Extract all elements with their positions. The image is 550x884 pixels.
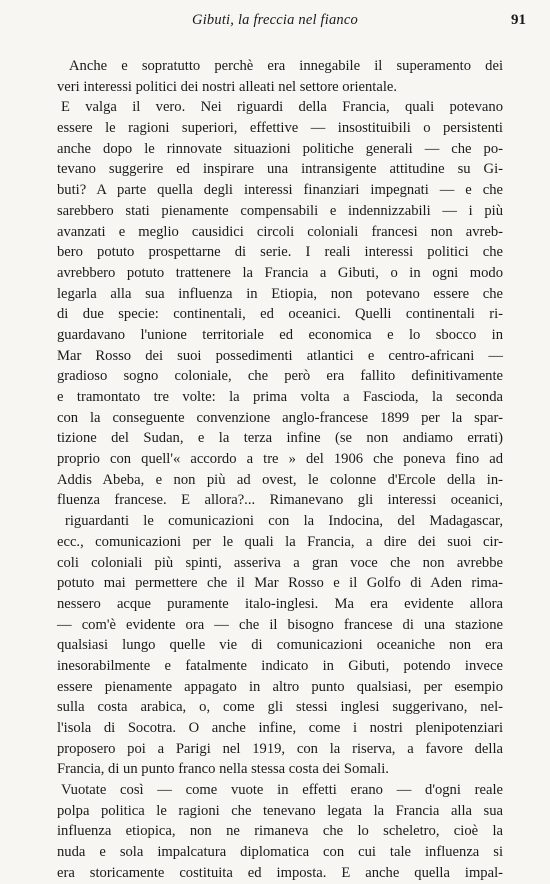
- text-line: veri interessi politici dei nostri alleati nel settore orientale.: [57, 78, 398, 95]
- text-line: riguardanti le comunicazioni con la Indocina, del Madagascar,: [65, 513, 503, 530]
- text-line: tizione del Sudan, e la terza infine (se non andiamo errati): [57, 430, 503, 447]
- text-line: nessero acque puramente italo-inglesi. Ma era evidente allora: [57, 595, 503, 612]
- text-line: Anche e sopratutto perchè era innegabile il superamento dei: [69, 58, 503, 74]
- text-line: coli coloniali più spinti, asseriva a gran voce che non avrebbe: [57, 554, 503, 571]
- text-line: essere pienamente appagato in altro punto qualsiasi, per esempio: [57, 678, 503, 695]
- text-line: — com'è evidente ora — che il bisogno francese di una stazione: [57, 616, 503, 633]
- text-line: legarla alla sua influenza in Etiopia, non potevano essere che: [57, 285, 503, 302]
- text-line: avanzati e meglio causidici circoli coloniali francesi non avreb-: [57, 223, 503, 240]
- text-line: Mar Rosso dei suoi possedimenti atlantici e centro-africani —: [57, 347, 503, 364]
- text-line: tevano suggerire ed inspirare una intransigente attitudine su Gi-: [57, 161, 503, 178]
- text-line: nuda e sola impalcatura diplomatica con cui tale influenza si: [57, 844, 503, 861]
- text-line: con la conseguente convenzione anglo-francese 1899 per la spar-: [57, 409, 503, 426]
- text-line: era storicamente costituita ed imposta. E anche quella impal-: [57, 864, 503, 881]
- text-line: inesorabilmente e fatalmente indicato in Gibuti, potendo invece: [57, 657, 503, 674]
- text-line: Vuotate così — come vuote in effetti erano — d'ogni reale: [61, 782, 503, 799]
- text-line: sulla costa arabica, o, come gli stessi inglesi suggerivano, nel-: [57, 699, 503, 716]
- page-header: [0, 12, 550, 34]
- text-line: qualsiasi lungo quelle vie di comunicazioni oceaniche non era: [57, 637, 503, 654]
- text-line: proprio con quell'« accordo a tre » del 1906 che poneva fino ad: [57, 451, 503, 468]
- text-line: guardavano l'unione territoriale ed economica e lo sbocco in: [57, 326, 503, 343]
- text-line: proposero poi a Parigi nel 1919, con la riserva, a favore della: [57, 740, 503, 757]
- text-line: E valga il vero. Nei riguardi della Francia, quali potevano: [61, 99, 503, 116]
- text-line: polpa politica le ragioni che tenevano legata la Francia alla sua: [57, 802, 503, 819]
- text-line: anche dopo le rinnovate situazioni politiche generali — che po-: [57, 140, 503, 157]
- text-line: essere le ragioni superiori, effettive — insostituibili o persistenti: [57, 120, 503, 137]
- text-line: buti? A parte quella degli interessi finanziari impegnati — e che: [57, 182, 503, 199]
- text-line: gradioso sogno coloniale, che però era fallito definitivamente: [57, 368, 503, 385]
- text-line: e tramontato tre volte: la prima volta a Fascioda, la seconda: [57, 389, 503, 405]
- running-title: Gibuti, la freccia nel fianco: [192, 12, 358, 28]
- text-line: potuto mai permettere che il Mar Rosso e il Golfo di Aden rima-: [57, 575, 503, 592]
- text-line: influenza etiopica, non ne rimaneva che lo scheletro, cioè la: [57, 823, 503, 840]
- text-line: sarebbero stati pienamente compensabili e indennizzabili — i più: [57, 202, 503, 219]
- text-line: fluenza francese. E allora?... Rimanevano gli interessi oceanici,: [57, 492, 503, 509]
- text-line: bero potuto prospettarne di serie. I reali interessi politici che: [57, 244, 503, 261]
- text-line: di due specie: continentali, ed oceanici. Quelli continentali ri-: [57, 306, 503, 323]
- text-line: Francia, di un punto franco nella stessa costa dei Somali.: [57, 761, 389, 778]
- body-text: [57, 56, 503, 884]
- text-line: l'isola di Socotra. O anche infine, come i nostri plenipotenziari: [57, 720, 503, 736]
- page-number: 91: [511, 12, 526, 28]
- text-line: Addis Abeba, e non più ad ovest, le colonne d'Ercole della in-: [57, 471, 503, 488]
- text-line: ecc., comunicazioni per le quali la Francia, a dire dei suoi cir-: [57, 533, 503, 550]
- text-line: avrebbero potuto trattenere la Francia a Gibuti, o in ogni modo: [57, 264, 503, 281]
